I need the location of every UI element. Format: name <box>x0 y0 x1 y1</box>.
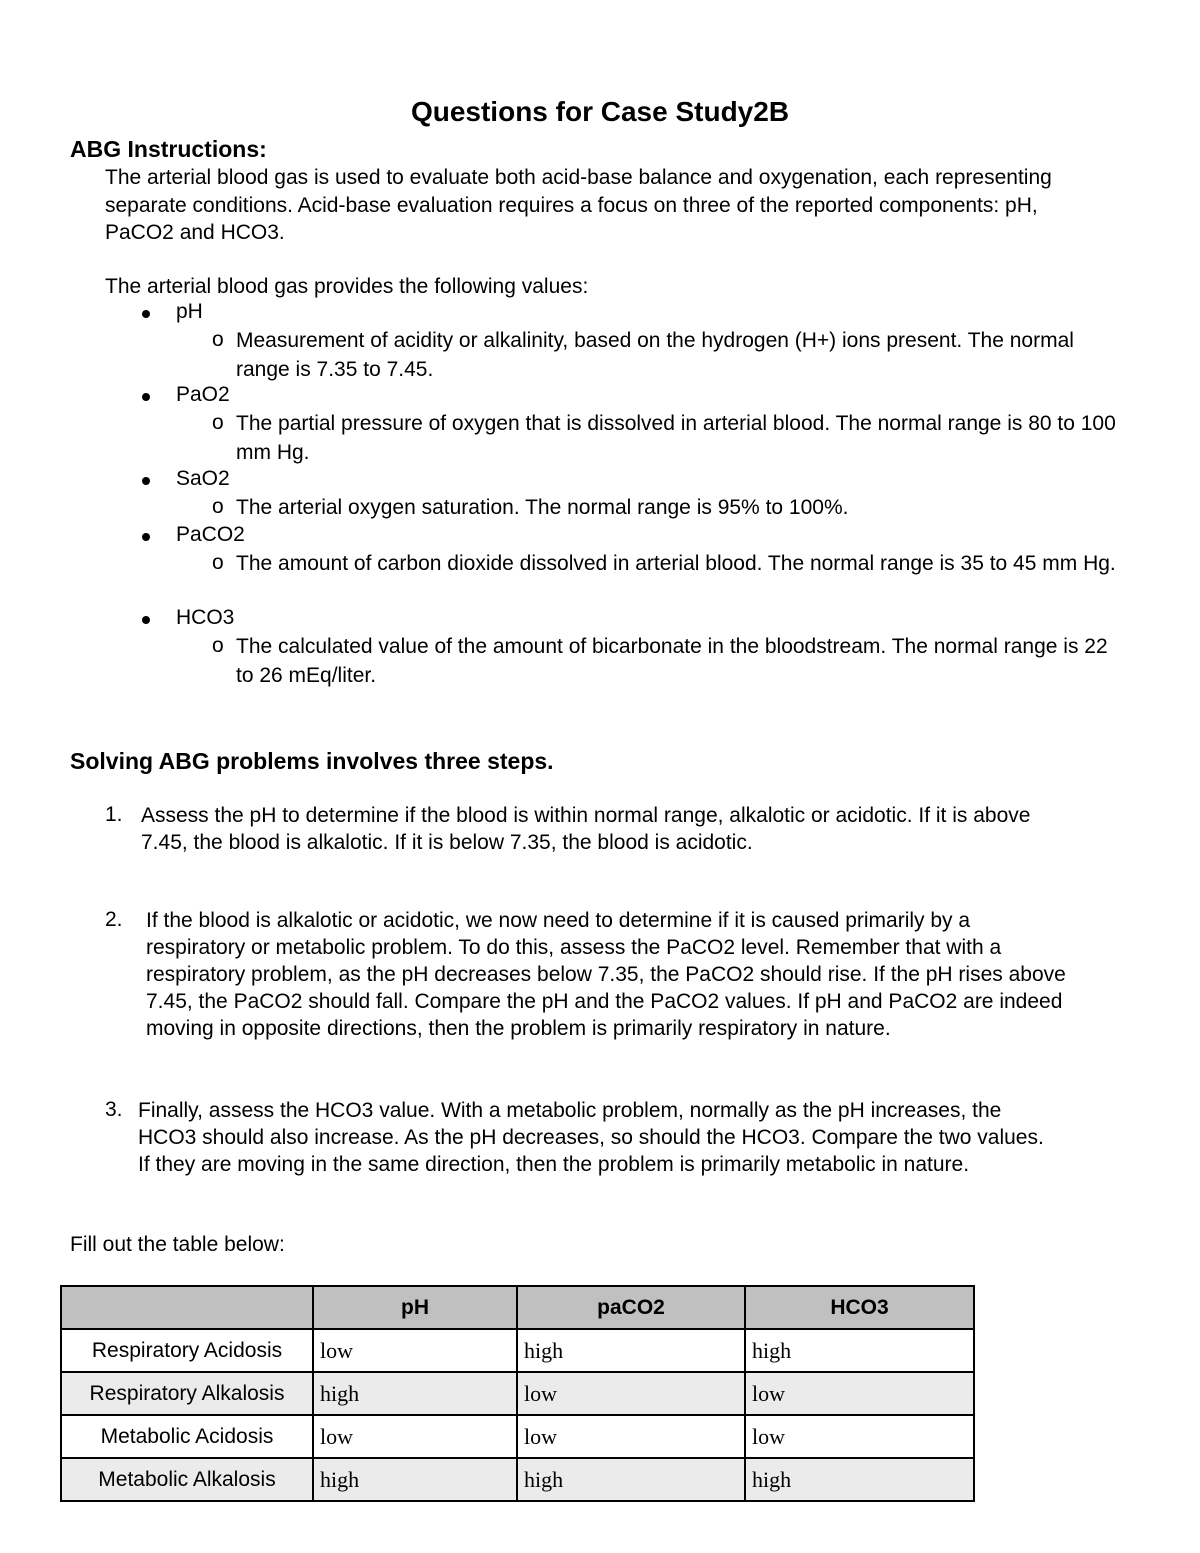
cell-hco3[interactable]: low <box>745 1415 974 1458</box>
value-label-hco3: HCO3 <box>176 606 235 629</box>
cell-hco3[interactable]: high <box>745 1329 974 1372</box>
values-intro: The arterial blood gas provides the following values: <box>105 275 589 298</box>
row-label: Metabolic Acidosis <box>61 1415 313 1458</box>
table-header-cell <box>61 1286 313 1329</box>
sub-bullet-icon: o <box>212 495 224 518</box>
table-header-cell: paCO2 <box>517 1286 745 1329</box>
value-label-pao2: PaO2 <box>176 383 230 406</box>
cell-paco2[interactable]: high <box>517 1329 745 1372</box>
value-detail-hco3: The calculated value of the amount of bicarbonate in the bloodstream. The normal range is 22 to 26 mEq/liter. <box>236 635 1108 687</box>
value-label-ph: pH <box>176 300 203 323</box>
step-text-3: Finally, assess the HCO3 value. With a metabolic problem, normally as the pH increases, the HCO3 should also increase. As the pH decreases, so should the HCO3. Compare the two values. If they are moving in the same direction, then the problem is primarily metabolic in nature. <box>138 1099 1044 1176</box>
step-number: 2. <box>105 908 123 931</box>
step-number: 1. <box>105 803 123 826</box>
abg-table <box>60 1285 975 1502</box>
value-label-paco2: PaCO2 <box>176 523 245 546</box>
value-detail-paco2: The amount of carbon dioxide dissolved in arterial blood. The normal range is 35 to 45 mm Hg. <box>236 552 1116 575</box>
row-label: Respiratory Acidosis <box>61 1329 313 1372</box>
steps-heading: Solving ABG problems involves three steps. <box>70 748 554 774</box>
table-header-row <box>61 1286 974 1329</box>
fill-prompt: Fill out the table below: <box>70 1233 285 1256</box>
step-text-2: If the blood is alkalotic or acidotic, we now need to determine if it is caused primarily by a respiratory or metabolic problem. To do this, assess the PaCO2 level. Remember that with a respiratory problem, as the pH decreases below 7.35, the PaCO2 should rise. If the pH rises above 7.45, the PaCO2 should fall. Compare the pH and the PaCO2 values. If pH and PaCO2 are indeed moving in opposite directions, then the problem is primarily respiratory in nature. <box>146 909 1066 1040</box>
cell-paco2[interactable]: low <box>517 1372 745 1415</box>
value-label-sao2: SaO2 <box>176 467 230 490</box>
cell-hco3[interactable]: low <box>745 1372 974 1415</box>
row-label: Respiratory Alkalosis <box>61 1372 313 1415</box>
row-label: Metabolic Alkalosis <box>61 1458 313 1501</box>
value-detail-sao2: The arterial oxygen saturation. The normal range is 95% to 100%. <box>236 496 849 519</box>
table-row <box>61 1458 974 1501</box>
cell-paco2[interactable]: high <box>517 1458 745 1501</box>
bullet-icon <box>142 310 150 318</box>
table-header-cell: pH <box>313 1286 517 1329</box>
sub-bullet-icon: o <box>212 634 224 657</box>
bullet-icon <box>142 393 150 401</box>
sub-bullet-icon: o <box>212 411 224 434</box>
table-row <box>61 1415 974 1458</box>
page-title: Questions for Case Study2B <box>410 96 790 127</box>
value-detail-pao2: The partial pressure of oxygen that is dissolved in arterial blood. The normal range is 80 to 100 mm Hg. <box>236 412 1116 464</box>
cell-ph[interactable]: high <box>313 1372 517 1415</box>
cell-ph[interactable]: low <box>313 1415 517 1458</box>
cell-paco2[interactable]: low <box>517 1415 745 1458</box>
table-row <box>61 1329 974 1372</box>
step-text-1: Assess the pH to determine if the blood is within normal range, alkalotic or acidotic. If it is above 7.45, the blood is alkalotic. If it is below 7.35, the blood is acidotic. <box>141 804 1031 854</box>
cell-ph[interactable]: low <box>313 1329 517 1372</box>
cell-ph[interactable]: high <box>313 1458 517 1501</box>
abg-instructions-heading: ABG Instructions: <box>70 136 267 162</box>
sub-bullet-icon: o <box>212 551 224 574</box>
sub-bullet-icon: o <box>212 328 224 351</box>
step-number: 3. <box>105 1098 123 1121</box>
intro-paragraph: The arterial blood gas is used to evaluate both acid-base balance and oxygenation, each representing separate conditions. Acid-base evaluation requires a focus on three of the reported components: pH, PaCO2 and HCO3. <box>105 166 1052 244</box>
cell-hco3[interactable]: high <box>745 1458 974 1501</box>
table-row <box>61 1372 974 1415</box>
table-header-cell: HCO3 <box>745 1286 974 1329</box>
bullet-icon <box>142 616 150 624</box>
value-detail-ph: Measurement of acidity or alkalinity, based on the hydrogen (H+) ions present. The normal range is 7.35 to 7.45. <box>236 329 1074 381</box>
bullet-icon <box>142 477 150 485</box>
bullet-icon <box>142 533 150 541</box>
